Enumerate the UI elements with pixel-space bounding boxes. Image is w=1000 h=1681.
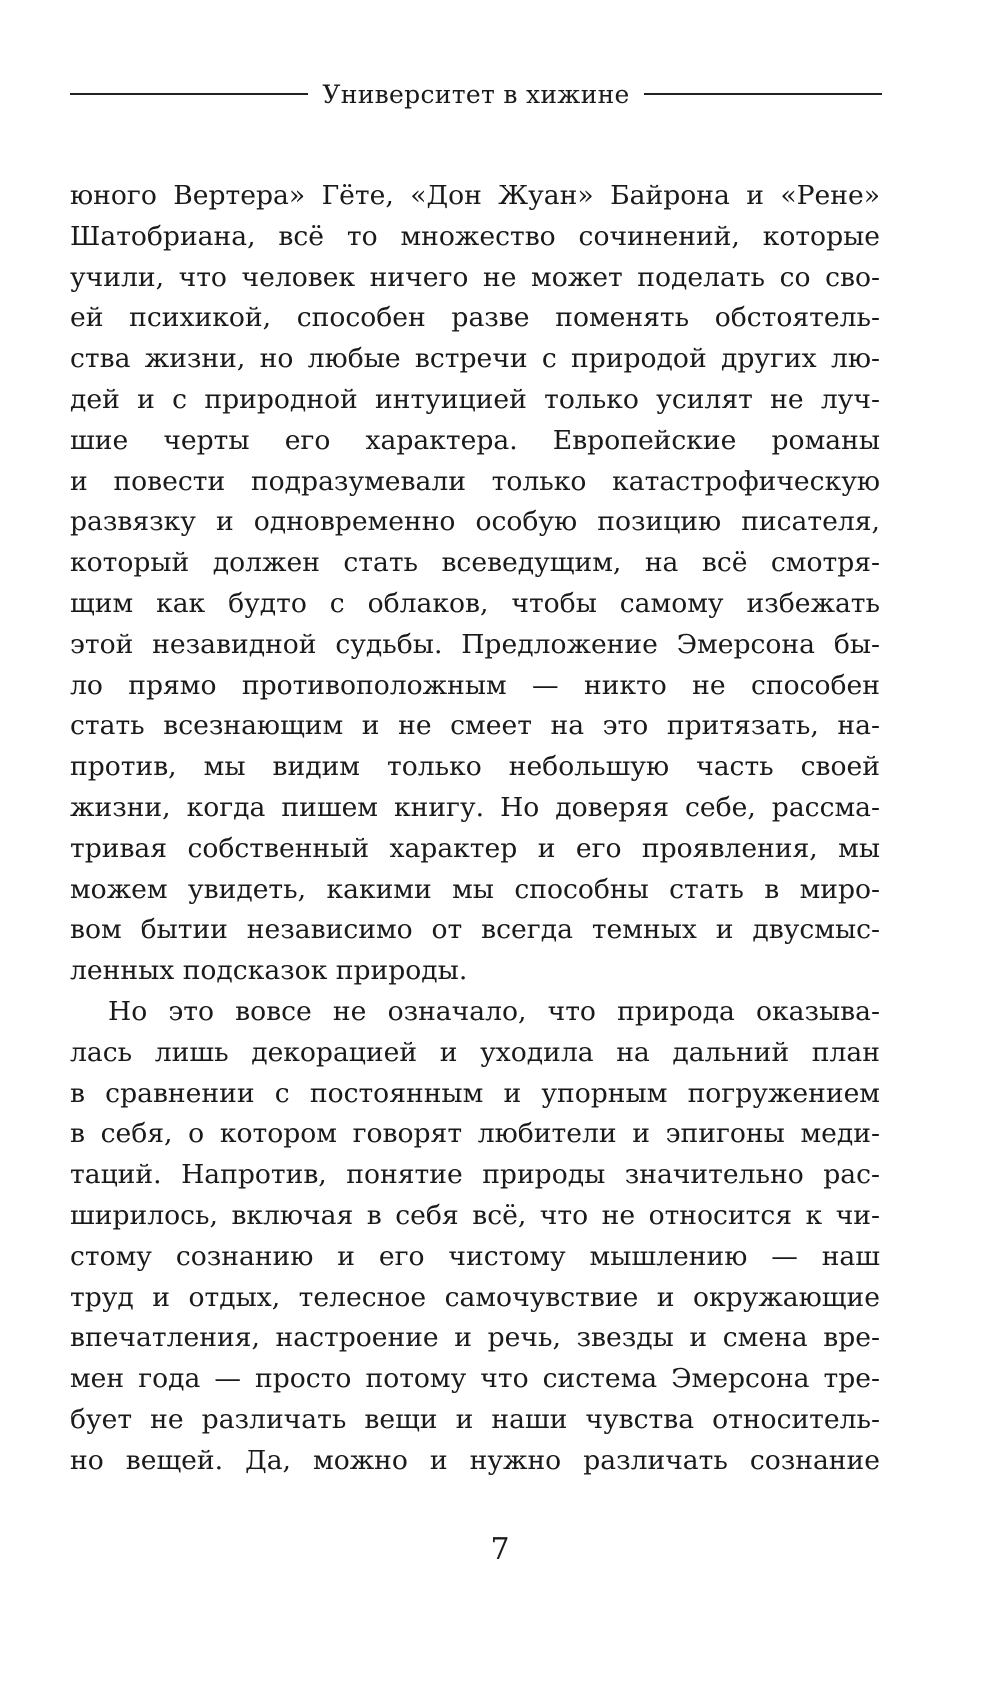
text-line: стому сознанию и его чистому мышлению — наш	[70, 1240, 880, 1272]
body-text	[70, 176, 880, 1482]
text-line: и повести подразумевали только катастрофическую	[70, 465, 880, 497]
page-number: 7	[490, 1532, 510, 1567]
text-line: бует не различать вещи и наши чувства относитель-	[70, 1403, 880, 1435]
text-line: впечатления, настроение и речь, звезды и смена вре-	[70, 1322, 880, 1354]
text-line: щим как будто с облаков, чтобы самому избежать	[70, 587, 880, 619]
text-line: дей и с природной интуицией только усилят не луч-	[70, 383, 880, 415]
running-head-rule-left	[70, 93, 308, 95]
text-line: в себя, о котором говорят любители и эпигоны меди-	[70, 1118, 880, 1150]
paragraph	[70, 176, 880, 992]
text-line: который должен стать всеведущим, на всё смотря-	[70, 547, 880, 579]
text-line: Шатобриана, всё то множество сочинений, которые	[70, 220, 880, 252]
text-line: можем увидеть, какими мы способны стать в миро-	[70, 873, 880, 905]
text-line: ей психикой, способен разве поменять обстоятель-	[70, 302, 880, 334]
text-line: жизни, когда пишем книгу. Но доверяя себе, рассма-	[70, 791, 880, 823]
text-line: мен года — просто потому что система Эмерсона тре-	[70, 1363, 880, 1395]
running-head-rule-right	[644, 93, 882, 95]
text-line: Но это вовсе не означало, что природа оказыва-	[108, 995, 880, 1027]
running-head	[70, 74, 882, 114]
running-head-title: Университет в хижине	[322, 79, 630, 109]
text-line: тривая собственный характер и его проявления, мы	[70, 832, 880, 864]
text-line: шие черты его характера. Европейские романы	[70, 424, 880, 456]
text-line: ширилось, включая в себя всё, что не относится к чи-	[70, 1199, 880, 1231]
text-line: таций. Напротив, понятие природы значительно рас-	[70, 1159, 880, 1191]
text-line: ства жизни, но любые встречи с природой других лю-	[70, 343, 880, 375]
text-line: юного Вертера» Гёте, «Дон Жуан» Байрона и «Рене»	[70, 180, 880, 211]
paragraph	[70, 992, 880, 1482]
text-line: учили, что человек ничего не может поделать со сво-	[70, 261, 880, 293]
text-line: ленных подсказок природы.	[70, 955, 468, 987]
text-line: лась лишь декорацией и уходила на дальний план	[70, 1036, 880, 1068]
text-line: вом бытии независимо от всегда темных и двусмыс-	[70, 914, 880, 946]
text-line: ло прямо противоположным — никто не способен	[70, 669, 880, 701]
text-line: в сравнении с постоянным и упорным погружением	[70, 1077, 880, 1109]
text-line: стать всезнающим и не смеет на это притязать, на-	[70, 710, 880, 742]
text-line: развязку и одновременно особую позицию писателя,	[70, 506, 880, 538]
text-line: но вещей. Да, можно и нужно различать сознание	[70, 1444, 880, 1476]
text-line: труд и отдых, телесное самочувствие и окружающие	[70, 1281, 880, 1313]
text-line: против, мы видим только небольшую часть своей	[70, 751, 880, 783]
text-line: этой незавидной судьбы. Предложение Эмерсона бы-	[70, 628, 880, 660]
